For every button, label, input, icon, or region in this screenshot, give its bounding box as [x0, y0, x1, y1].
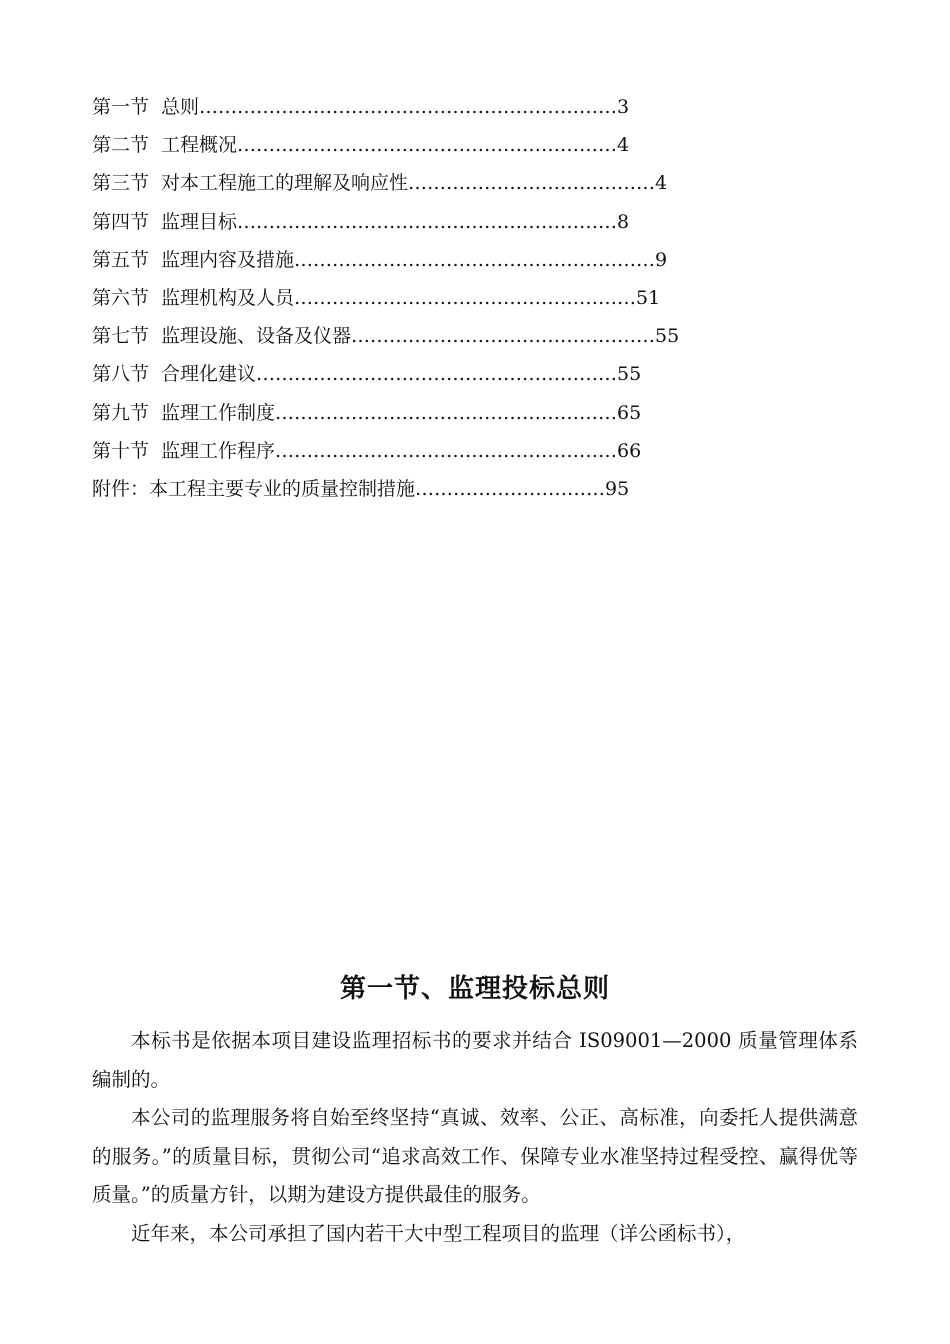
paragraph: 本公司的监理服务将自始至终坚持“真诚、效率、公正、高标准，向委托人提供满意的服务。”的质量目标，贯彻公司“追求高效工作、保障专业水准坚持过程受控、赢得优等质量。”的质量方针，以期为建设方提供最佳的服务。	[92, 1106, 858, 1206]
toc-section-number: 第七节	[92, 325, 150, 348]
toc-entry-6[interactable]	[92, 279, 852, 317]
toc-section-number: 第六节	[92, 286, 150, 309]
toc-page-number: 4	[655, 172, 668, 195]
toc-page-number: 65	[617, 401, 642, 424]
paragraph: 近年来，本公司承担了国内若干大中型工程项目的监理（详公函标书），	[131, 1221, 746, 1245]
toc-entry-appendix[interactable]	[92, 470, 852, 508]
toc-section-number: 第五节	[92, 248, 150, 271]
toc-section-number: 第二节	[92, 134, 150, 157]
toc-page-number: 9	[655, 248, 668, 271]
toc-leader-dots: …………………………………………………	[294, 248, 656, 271]
table-of-contents	[92, 88, 852, 508]
toc-section-number: 第三节	[92, 172, 150, 195]
toc-page-number: 4	[617, 134, 630, 157]
toc-leader-dots: ………………………………………………	[275, 439, 618, 462]
toc-title: 工程概况	[161, 134, 238, 157]
toc-title: 监理目标	[161, 210, 238, 233]
toc-title: 监理内容及措施	[161, 248, 295, 271]
toc-leader-dots: ………………………………………………	[294, 286, 637, 309]
toc-title: 本工程主要专业的质量控制措施	[149, 477, 416, 500]
toc-entry-10[interactable]	[92, 432, 852, 470]
toc-section-number: 第八节	[92, 363, 150, 386]
toc-leader-dots: …………………………	[415, 477, 606, 500]
toc-page-number: 8	[617, 210, 630, 233]
toc-leader-dots: …………………………………………	[351, 325, 656, 348]
toc-page-number: 95	[605, 477, 630, 500]
section-general-principles	[92, 958, 858, 1253]
toc-section-number: 第九节	[92, 401, 150, 424]
toc-entry-7[interactable]	[92, 317, 852, 355]
toc-title: 监理工作制度	[161, 401, 276, 424]
toc-title: 合理化建议	[161, 363, 257, 386]
toc-leader-dots: …………………………………………………	[256, 363, 618, 386]
toc-page-number: 3	[617, 96, 630, 118]
toc-section-number: 第十节	[92, 439, 150, 462]
toc-entry-2[interactable]	[92, 126, 852, 164]
toc-page-number: 51	[636, 286, 661, 309]
toc-title: 总则	[161, 96, 200, 118]
toc-leader-dots: ……………………………………………………	[237, 210, 618, 233]
toc-section-number: 第四节	[92, 210, 150, 233]
toc-title: 对本工程施工的理解及响应性	[161, 172, 409, 195]
toc-entry-4[interactable]	[92, 203, 852, 241]
toc-title: 监理设施、设备及仪器	[161, 325, 352, 348]
toc-title: 监理机构及人员	[161, 286, 295, 309]
section-heading: 第一节、监理投标总则	[339, 974, 610, 1004]
toc-title: 监理工作程序	[161, 439, 276, 462]
toc-entry-3[interactable]	[92, 164, 852, 202]
toc-entry-8[interactable]	[92, 355, 852, 393]
toc-page-number: 66	[617, 439, 642, 462]
toc-leader-dots: ……………………………………………………	[237, 134, 618, 157]
toc-entry-9[interactable]	[92, 394, 852, 432]
toc-page-number: 55	[655, 325, 680, 348]
toc-section-number: 附件：	[92, 477, 150, 500]
toc-entry-5[interactable]	[92, 241, 852, 279]
toc-entry-1[interactable]	[92, 88, 852, 126]
toc-section-number: 第一节	[92, 96, 150, 118]
toc-leader-dots: …………………………………	[408, 172, 656, 195]
toc-leader-dots: …………………………………………………………	[199, 96, 618, 118]
toc-page-number: 55	[617, 363, 642, 386]
toc-leader-dots: ………………………………………………	[275, 401, 618, 424]
paragraph: 本标书是依据本项目建设监理招标书的要求并结合 IS09001—2000 质量管理体系编制的。	[92, 1029, 858, 1091]
